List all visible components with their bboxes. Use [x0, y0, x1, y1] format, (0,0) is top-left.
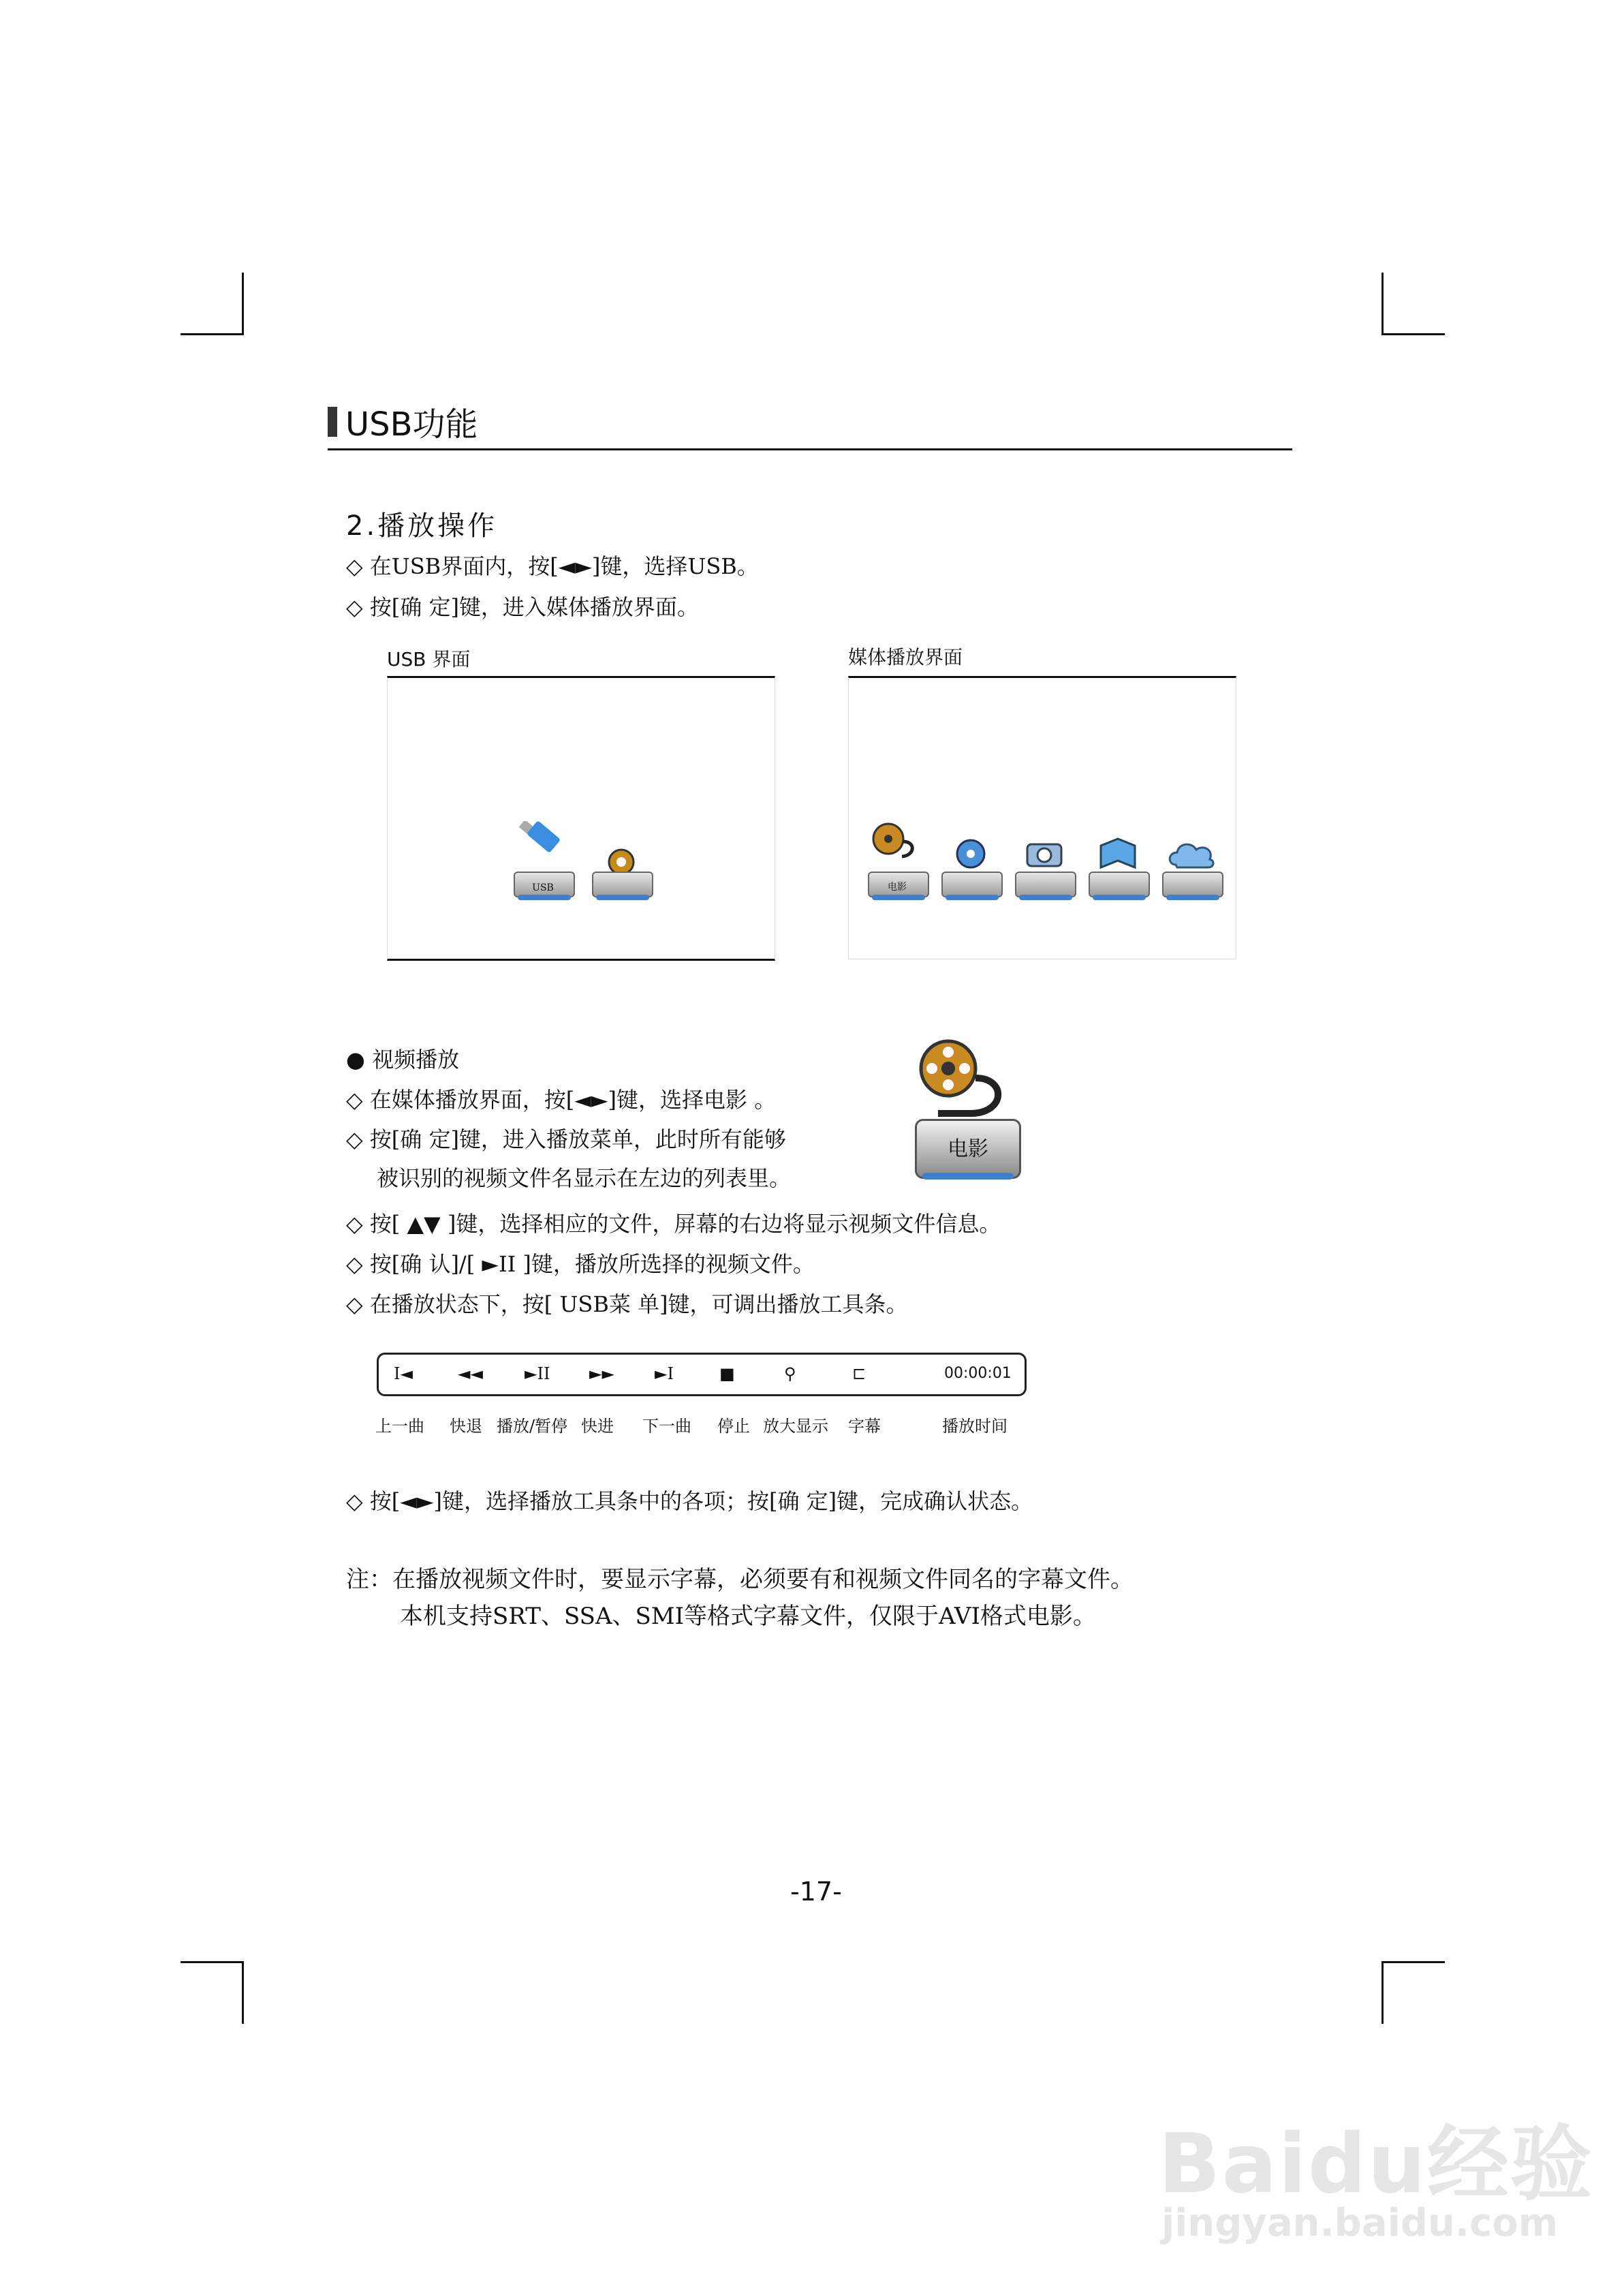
stop-icon[interactable]: ■	[719, 1364, 735, 1383]
media-panel	[848, 676, 1236, 959]
camera-icon	[1015, 832, 1074, 873]
crop-mark-top-right-h	[1381, 333, 1445, 335]
subsection-title: 2.播放操作	[346, 510, 498, 542]
crop-mark-top-left-h	[181, 333, 244, 335]
gear-icon	[592, 842, 651, 876]
media-panel-label: 媒体播放界面	[848, 646, 963, 668]
usb-tile-label: USB	[532, 882, 554, 893]
label-stop: 停止	[717, 1417, 750, 1436]
watermark-brand: Baidu经验	[1158, 2117, 1593, 2212]
crop-mark-top-left-v	[242, 273, 244, 335]
photo-tile[interactable]	[1015, 832, 1074, 897]
settings-tile[interactable]	[592, 842, 651, 897]
note-line-2: 本机支持SRT、SSA、SMI等格式字幕文件，仅限于AVI格式电影。	[400, 1603, 1096, 1630]
rewind-icon[interactable]: ◄◄	[458, 1364, 483, 1383]
section-bar	[328, 407, 337, 437]
subtitle-icon[interactable]: ⊏	[852, 1364, 866, 1383]
film-reel-icon	[868, 821, 926, 869]
video-line-6: ◇ 在播放状态下，按[ USB菜 单]键，可调出播放工具条。	[346, 1291, 908, 1317]
header-rule	[328, 448, 1292, 450]
watermark-url: jingyan.baidu.com	[1161, 2201, 1559, 2245]
cloud-tile[interactable]	[1162, 832, 1221, 897]
video-line-1: ◇ 在媒体播放界面，按[◄►]键，选择电影 。	[346, 1087, 777, 1113]
section-title	[328, 398, 478, 445]
note-line-1: 注：在播放视频文件时，要显示字幕，必须要有和视频文件同名的字幕文件。	[346, 1566, 1134, 1593]
crop-mark-bottom-right-h	[1381, 1961, 1445, 1963]
movie-tile[interactable]	[868, 821, 926, 897]
crop-mark-bottom-left-h	[181, 1961, 244, 1963]
movie-tile-label: 电影	[888, 882, 907, 893]
label-zoom: 放大显示	[763, 1417, 828, 1436]
film-icon-base	[915, 1119, 1021, 1179]
film-reel-icon-large	[911, 1037, 1022, 1133]
usb-panel	[387, 676, 775, 961]
film-icon-large	[911, 1037, 1022, 1186]
label-subtitle: 字幕	[848, 1417, 881, 1436]
intro-line-1: ◇ 在USB界面内，按[◄►]键，选择USB。	[346, 553, 759, 579]
video-line-4: ◇ 按[ ▲▼ ]键，选择相应的文件，屏幕的右边将显示视频文件信息。	[346, 1211, 1001, 1237]
play-time: 00:00:01	[944, 1365, 1012, 1382]
film-icon-label: 电影	[948, 1137, 988, 1161]
section-title-text: USB功能	[345, 405, 478, 444]
cloud-icon	[1162, 832, 1221, 873]
music-tile-base	[941, 872, 1003, 897]
usb-panel-label: USB 界面	[387, 648, 471, 671]
intro-line-2: ◇ 按[确 定]键，进入媒体播放界面。	[346, 594, 699, 620]
photo-tile-base	[1015, 872, 1076, 897]
page-number: -17-	[790, 1877, 842, 1907]
music-tile[interactable]	[941, 832, 1000, 897]
cloud-tile-base	[1162, 872, 1223, 897]
label-next: 下一曲	[642, 1417, 691, 1436]
settings-tile-base	[592, 872, 653, 897]
after-toolbar-line: ◇ 按[◄►]键，选择播放工具条中的各项；按[确 定]键，完成确认状态。	[346, 1488, 1033, 1514]
zoom-icon[interactable]: ⚲	[784, 1364, 796, 1383]
label-rewind: 快退	[450, 1417, 482, 1436]
label-play-pause: 播放/暂停	[497, 1417, 568, 1436]
play-pause-icon[interactable]: ►II	[525, 1364, 550, 1383]
crop-mark-top-right-v	[1381, 273, 1384, 335]
ebook-tile-base	[1089, 872, 1150, 897]
label-fast-forward: 快进	[581, 1417, 614, 1436]
fast-forward-icon[interactable]: ►►	[589, 1364, 614, 1383]
playback-toolbar	[377, 1353, 1027, 1396]
usb-tile[interactable]	[514, 821, 572, 897]
video-line-3: 被识别的视频文件名显示在左边的列表里。	[377, 1165, 792, 1191]
label-prev: 上一曲	[375, 1417, 424, 1436]
usb-stick-icon	[514, 821, 572, 869]
next-icon[interactable]: ►I	[655, 1364, 674, 1383]
watermark-logo	[1158, 2099, 1593, 2216]
label-play-time: 播放时间	[942, 1417, 1008, 1436]
crop-mark-bottom-right-v	[1381, 1961, 1384, 2024]
video-heading: ● 视频播放	[346, 1047, 460, 1073]
crop-mark-bottom-left-v	[242, 1961, 244, 2024]
film-icon-blue-strip	[922, 1173, 1014, 1180]
video-line-5: ◇ 按[确 认]/[ ►II ]键，播放所选择的视频文件。	[346, 1251, 815, 1277]
music-icon	[941, 832, 1000, 873]
book-icon	[1089, 832, 1147, 873]
ebook-tile[interactable]	[1089, 832, 1147, 897]
video-line-2: ◇ 按[确 定]键，进入播放菜单，此时所有能够	[346, 1126, 786, 1152]
prev-icon[interactable]: I◄	[394, 1364, 413, 1383]
